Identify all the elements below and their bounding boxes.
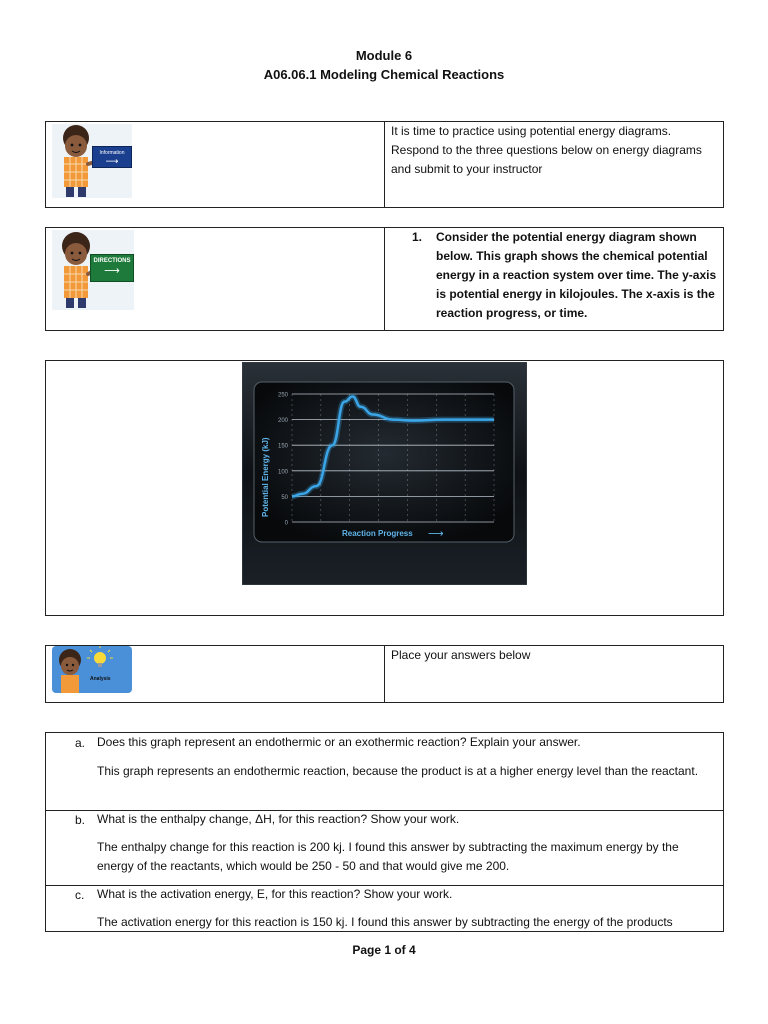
question-row-b bbox=[46, 810, 723, 885]
arrow-right-icon: ⟶ bbox=[105, 156, 119, 166]
y-tick-label: 50 bbox=[281, 494, 288, 501]
directions-sign bbox=[90, 254, 134, 282]
information-sign-label: Information bbox=[99, 150, 125, 156]
page-number: Page 1 of 4 bbox=[352, 943, 416, 957]
y-tick-label: 150 bbox=[277, 443, 288, 450]
analysis-text: Place your answers below bbox=[391, 648, 531, 662]
y-tick-label: 250 bbox=[277, 392, 288, 399]
x-axis-arrow-icon: ⟶ bbox=[428, 528, 444, 540]
chart-panel bbox=[254, 382, 514, 542]
question-label: a. bbox=[75, 736, 86, 750]
y-tick-label: 0 bbox=[284, 520, 288, 527]
analysis-character-illustration bbox=[52, 646, 132, 693]
module-heading: Module 6 bbox=[355, 48, 413, 63]
question-number: 1. bbox=[412, 230, 423, 244]
question-text: What is the enthalpy change, ΔH, for this reaction? Show your work. bbox=[97, 812, 460, 826]
question-label: b. bbox=[75, 813, 86, 827]
directions-text: Consider the potential energy diagram shown below. This graph shows the chemical potential energy in a reaction system over time. The y-axis is potential energy in kilojoules. The x-axis is the reaction progress, or time. bbox=[436, 230, 717, 320]
information-box bbox=[45, 121, 724, 208]
potential-energy-chart bbox=[242, 362, 527, 585]
question-text: Does this graph represent an endothermic or an exothermic reaction? Explain your answer. bbox=[97, 735, 581, 749]
information-text: It is time to practice using potential energy diagrams. Respond to the three questions below on energy diagrams and submit to your instructor bbox=[391, 124, 702, 176]
questions-table bbox=[45, 732, 724, 932]
directions-box bbox=[45, 227, 724, 331]
y-tick-label: 200 bbox=[277, 418, 288, 425]
information-character-illustration bbox=[52, 124, 132, 198]
question-row-a bbox=[46, 733, 723, 810]
y-axis-label: Potential Energy (kJ) bbox=[261, 437, 270, 517]
question-row-c bbox=[46, 885, 723, 932]
page-title: A06.06.1 Modeling Chemical Reactions bbox=[263, 67, 505, 82]
y-tick-label: 100 bbox=[277, 469, 288, 476]
answer-text: The activation energy for this reaction is 150 kj. I found this answer by subtracting the energy of the products bbox=[97, 915, 673, 929]
directions-sign-label: DIRECTIONS bbox=[93, 258, 131, 264]
question-label: c. bbox=[75, 888, 85, 902]
lightbulb-icon bbox=[87, 646, 113, 667]
analysis-label: Analysis bbox=[90, 676, 111, 682]
question-text: What is the activation energy, E, for this reaction? Show your work. bbox=[97, 887, 453, 901]
analysis-box bbox=[45, 645, 724, 703]
answer-text: The enthalpy change for this reaction is 200 kj. I found this answer by subtracting the maximum energy by the energy of the reactants, which would be 250 - 50 and that would give me 200. bbox=[97, 840, 679, 873]
information-sign bbox=[92, 146, 132, 168]
arrow-right-icon: ⟶ bbox=[104, 265, 120, 277]
directions-character-illustration bbox=[52, 230, 134, 310]
answer-text: This graph represents an endothermic reaction, because the product is at a higher energy level than the reactant. bbox=[97, 764, 699, 778]
x-axis-label: Reaction Progress bbox=[342, 529, 413, 538]
